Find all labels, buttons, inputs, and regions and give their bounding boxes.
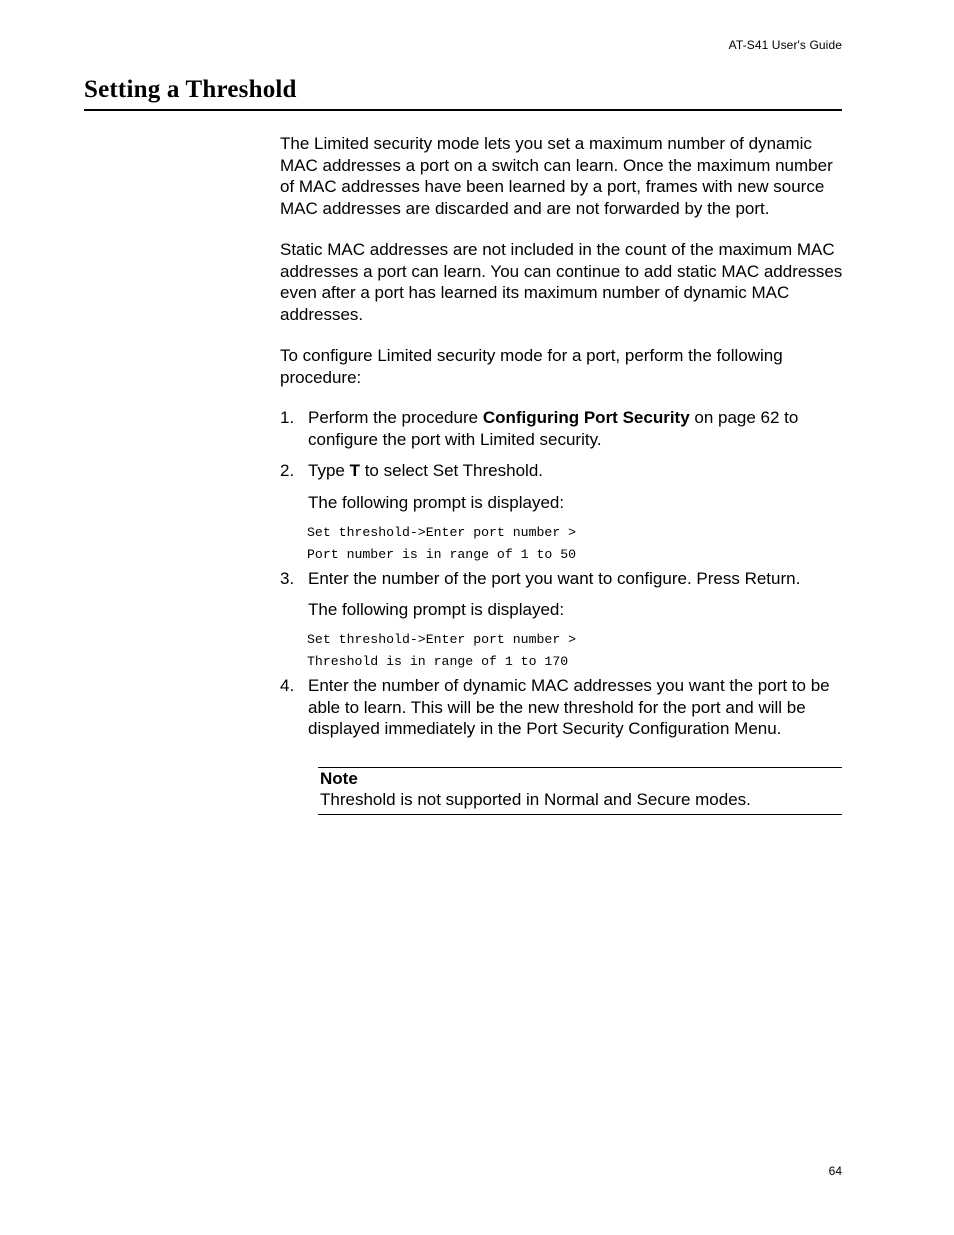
step-number: 4. <box>280 676 295 695</box>
code-prompt-port: Set threshold->Enter port number > Port number is in range of 1 to 50 <box>307 525 577 562</box>
note-text: Threshold is not supported in Normal and Secure modes. <box>320 790 751 809</box>
title-rule <box>84 109 842 111</box>
step-text: Enter the number of the port you want to configure. Press Return. <box>308 569 801 588</box>
step-4 <box>280 675 845 740</box>
paragraph-static-mac: Static MAC addresses are not included in the count of the maximum MAC addresses a port can learn. You can continue to add static MAC addresses even after a port has learned its maximum number of dynamic MAC addresses. <box>280 240 843 325</box>
procedure-link-text: Configuring Port Security <box>482 408 690 427</box>
step-text: Type T to select Set Threshold. <box>308 461 543 480</box>
note-label: Note <box>320 769 358 788</box>
running-header: AT-S41 User's Guide <box>728 38 842 52</box>
code-prompt-threshold: Set threshold->Enter port number > Threshold is in range of 1 to 170 <box>307 632 577 669</box>
note-box <box>318 767 842 815</box>
step-2 <box>280 460 845 482</box>
step-number: 2. <box>280 461 295 480</box>
step-1 <box>280 407 845 450</box>
step-3-prompt-intro: The following prompt is displayed: <box>308 600 565 619</box>
step-2-prompt-intro: The following prompt is displayed: <box>308 493 565 512</box>
step-text: Perform the procedure Configuring Port Security on page 62 to configure the port with Limited security. <box>308 408 799 449</box>
page-number: 64 <box>828 1164 842 1178</box>
key-letter: T <box>349 461 360 480</box>
step-3 <box>280 568 845 590</box>
step-number: 3. <box>280 569 295 588</box>
section-title: Setting a Threshold <box>84 76 297 103</box>
paragraph-procedure-intro: To configure Limited security mode for a port, perform the following procedure: <box>280 346 783 387</box>
paragraph-limited-mode: The Limited security mode lets you set a maximum number of dynamic MAC addresses a port on a switch can learn. Once the maximum number of MAC addresses have been learned by a port, frames with new source MAC addresses are discarded and are not forwarded by the port. <box>280 134 833 219</box>
step-text: Enter the number of dynamic MAC addresses you want the port to be able to learn. This will be the new threshold for the port and will be displayed immediately in the Port Security Configuration Menu. <box>308 676 830 739</box>
step-number: 1. <box>280 408 295 427</box>
